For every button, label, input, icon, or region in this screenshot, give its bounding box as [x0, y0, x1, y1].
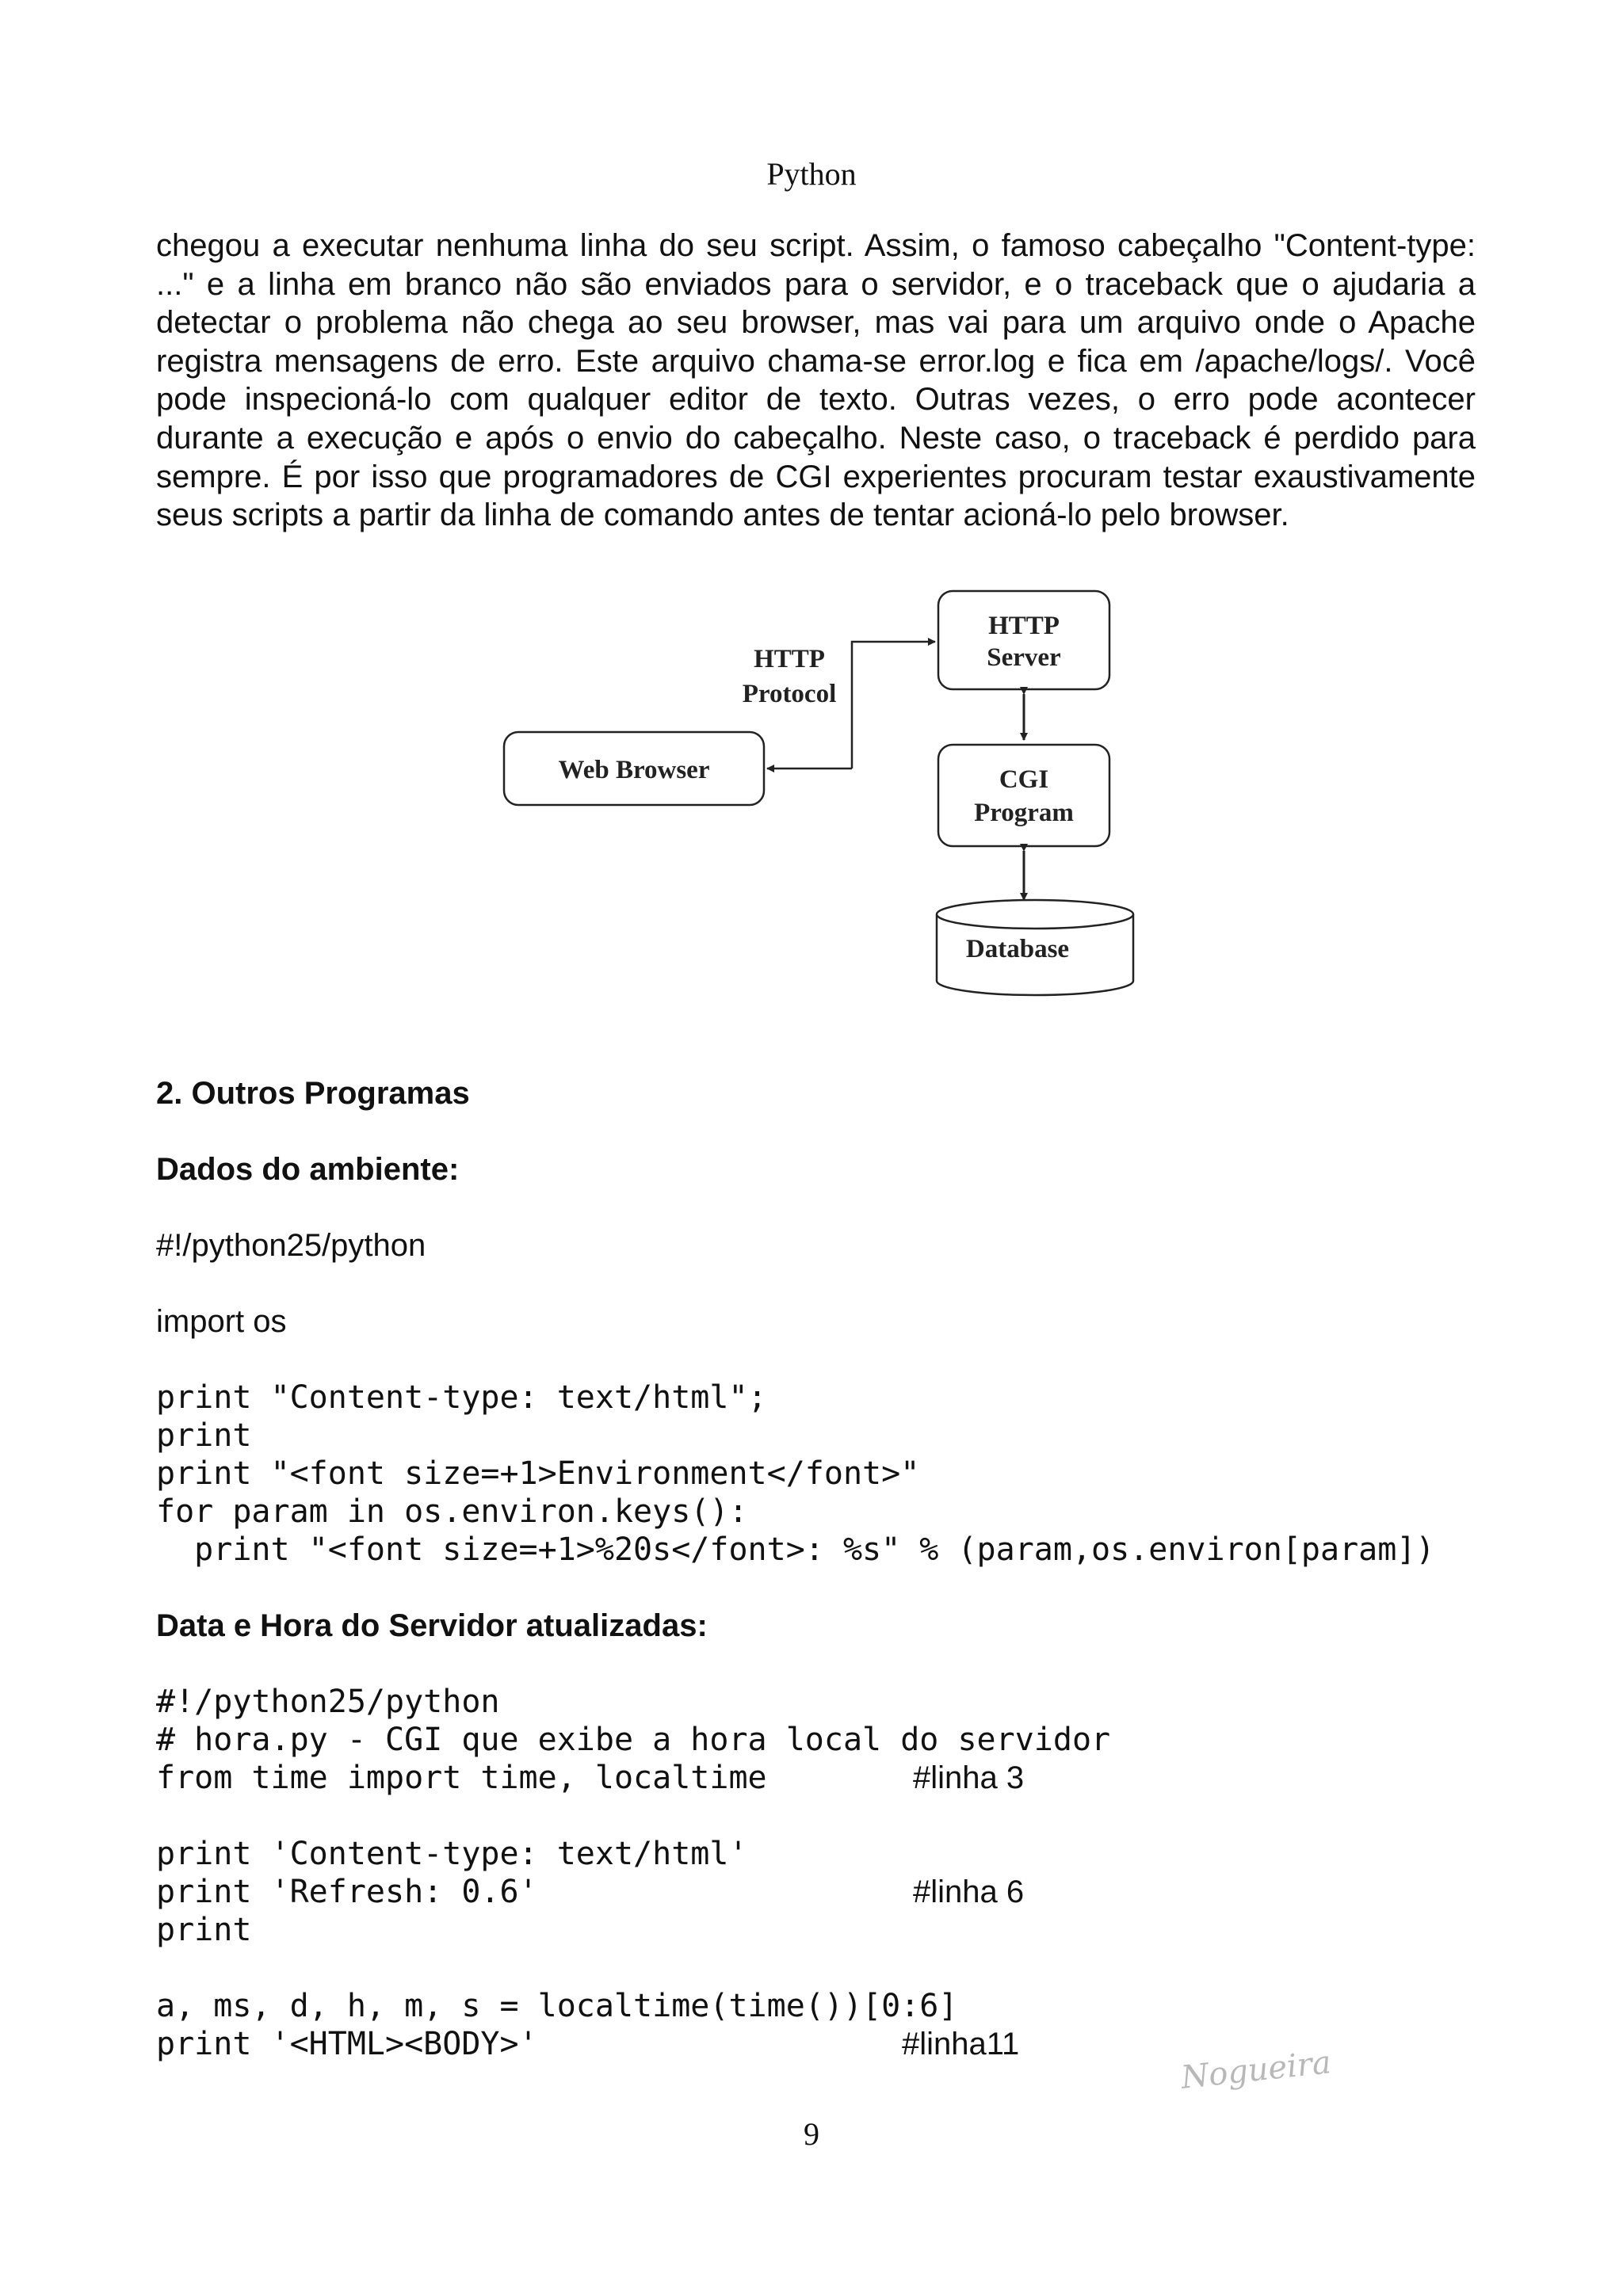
http-server-label-line1: HTTP	[988, 612, 1060, 640]
environment-import-line: import os	[156, 1304, 287, 1339]
cgi-program-box	[938, 745, 1109, 846]
code-comment-linha-11: #linha11	[902, 2027, 1020, 2061]
server-time-heading: Data e Hora do Servidor atualizadas:	[156, 1608, 708, 1643]
http-protocol-label-line2: Protocol	[742, 680, 837, 708]
cgi-program-label-line2: Program	[974, 799, 1074, 827]
server-time-code-block-1: #!/python25/python # hora.py - CGI que exibe a hora local do servidor from time import time, localtime	[156, 1684, 1111, 1796]
http-server-box	[938, 591, 1109, 689]
environment-shebang-line: #!/python25/python	[156, 1228, 426, 1263]
cgi-program-label-line1: CGI	[999, 765, 1049, 794]
page-number: 9	[804, 2116, 819, 2152]
author-signature: Nogueira	[1179, 2044, 1333, 2096]
code-comment-linha-3: #linha 3	[913, 1760, 1025, 1795]
environment-heading: Dados do ambiente:	[156, 1152, 460, 1187]
cgi-architecture-diagram	[475, 578, 1157, 1006]
environment-code-block: print "Content-type: text/html"; print print "<font size=+1>Environment</font>" for param in os.environ.keys(): print "<font size=+1>%20s</font>: %s" % (param,os.environ[param])	[156, 1379, 1435, 1568]
database-label: Database	[965, 935, 1070, 963]
browser-to-server-arrow	[852, 642, 935, 769]
running-header: Python	[766, 156, 857, 192]
server-time-code-block-3: a, ms, d, h, m, s = localtime(time())[0:6] print '<HTML><BODY>'	[156, 1988, 958, 2062]
server-time-code-block-2: print 'Content-type: text/html' print 'Refresh: 0.6' print	[156, 1836, 748, 1948]
section-heading: 2. Outros Programas	[156, 1076, 470, 1111]
intro-paragraph: chegou a executar nenhuma linha do seu script. Assim, o famoso cabeçalho "Content-type: ..." e a linha em branco não são enviados para o servidor, e o traceback que o ajudaria a detectar o problema não chega ao seu browser, mas vai para um arquivo onde o Apache registra mensagens de erro. Este arquivo chama-se error.log e fica em /apache/logs/. Você pode inspecioná-lo com qualquer editor de texto. Outras vezes, o erro pode acontecer durante a execução e após o envio do cabeçalho. Neste caso, o traceback é perdido para sempre. É por isso que programadores de CGI experientes procuram testar exaustivamente seus scripts a partir da linha de comando antes de tentar acioná-lo pelo browser.	[156, 228, 1476, 533]
http-server-label-line2: Server	[987, 643, 1061, 672]
http-protocol-label-line1: HTTP	[754, 645, 825, 673]
code-comment-linha-6: #linha 6	[913, 1875, 1025, 1909]
web-browser-label: Web Browser	[558, 756, 710, 784]
